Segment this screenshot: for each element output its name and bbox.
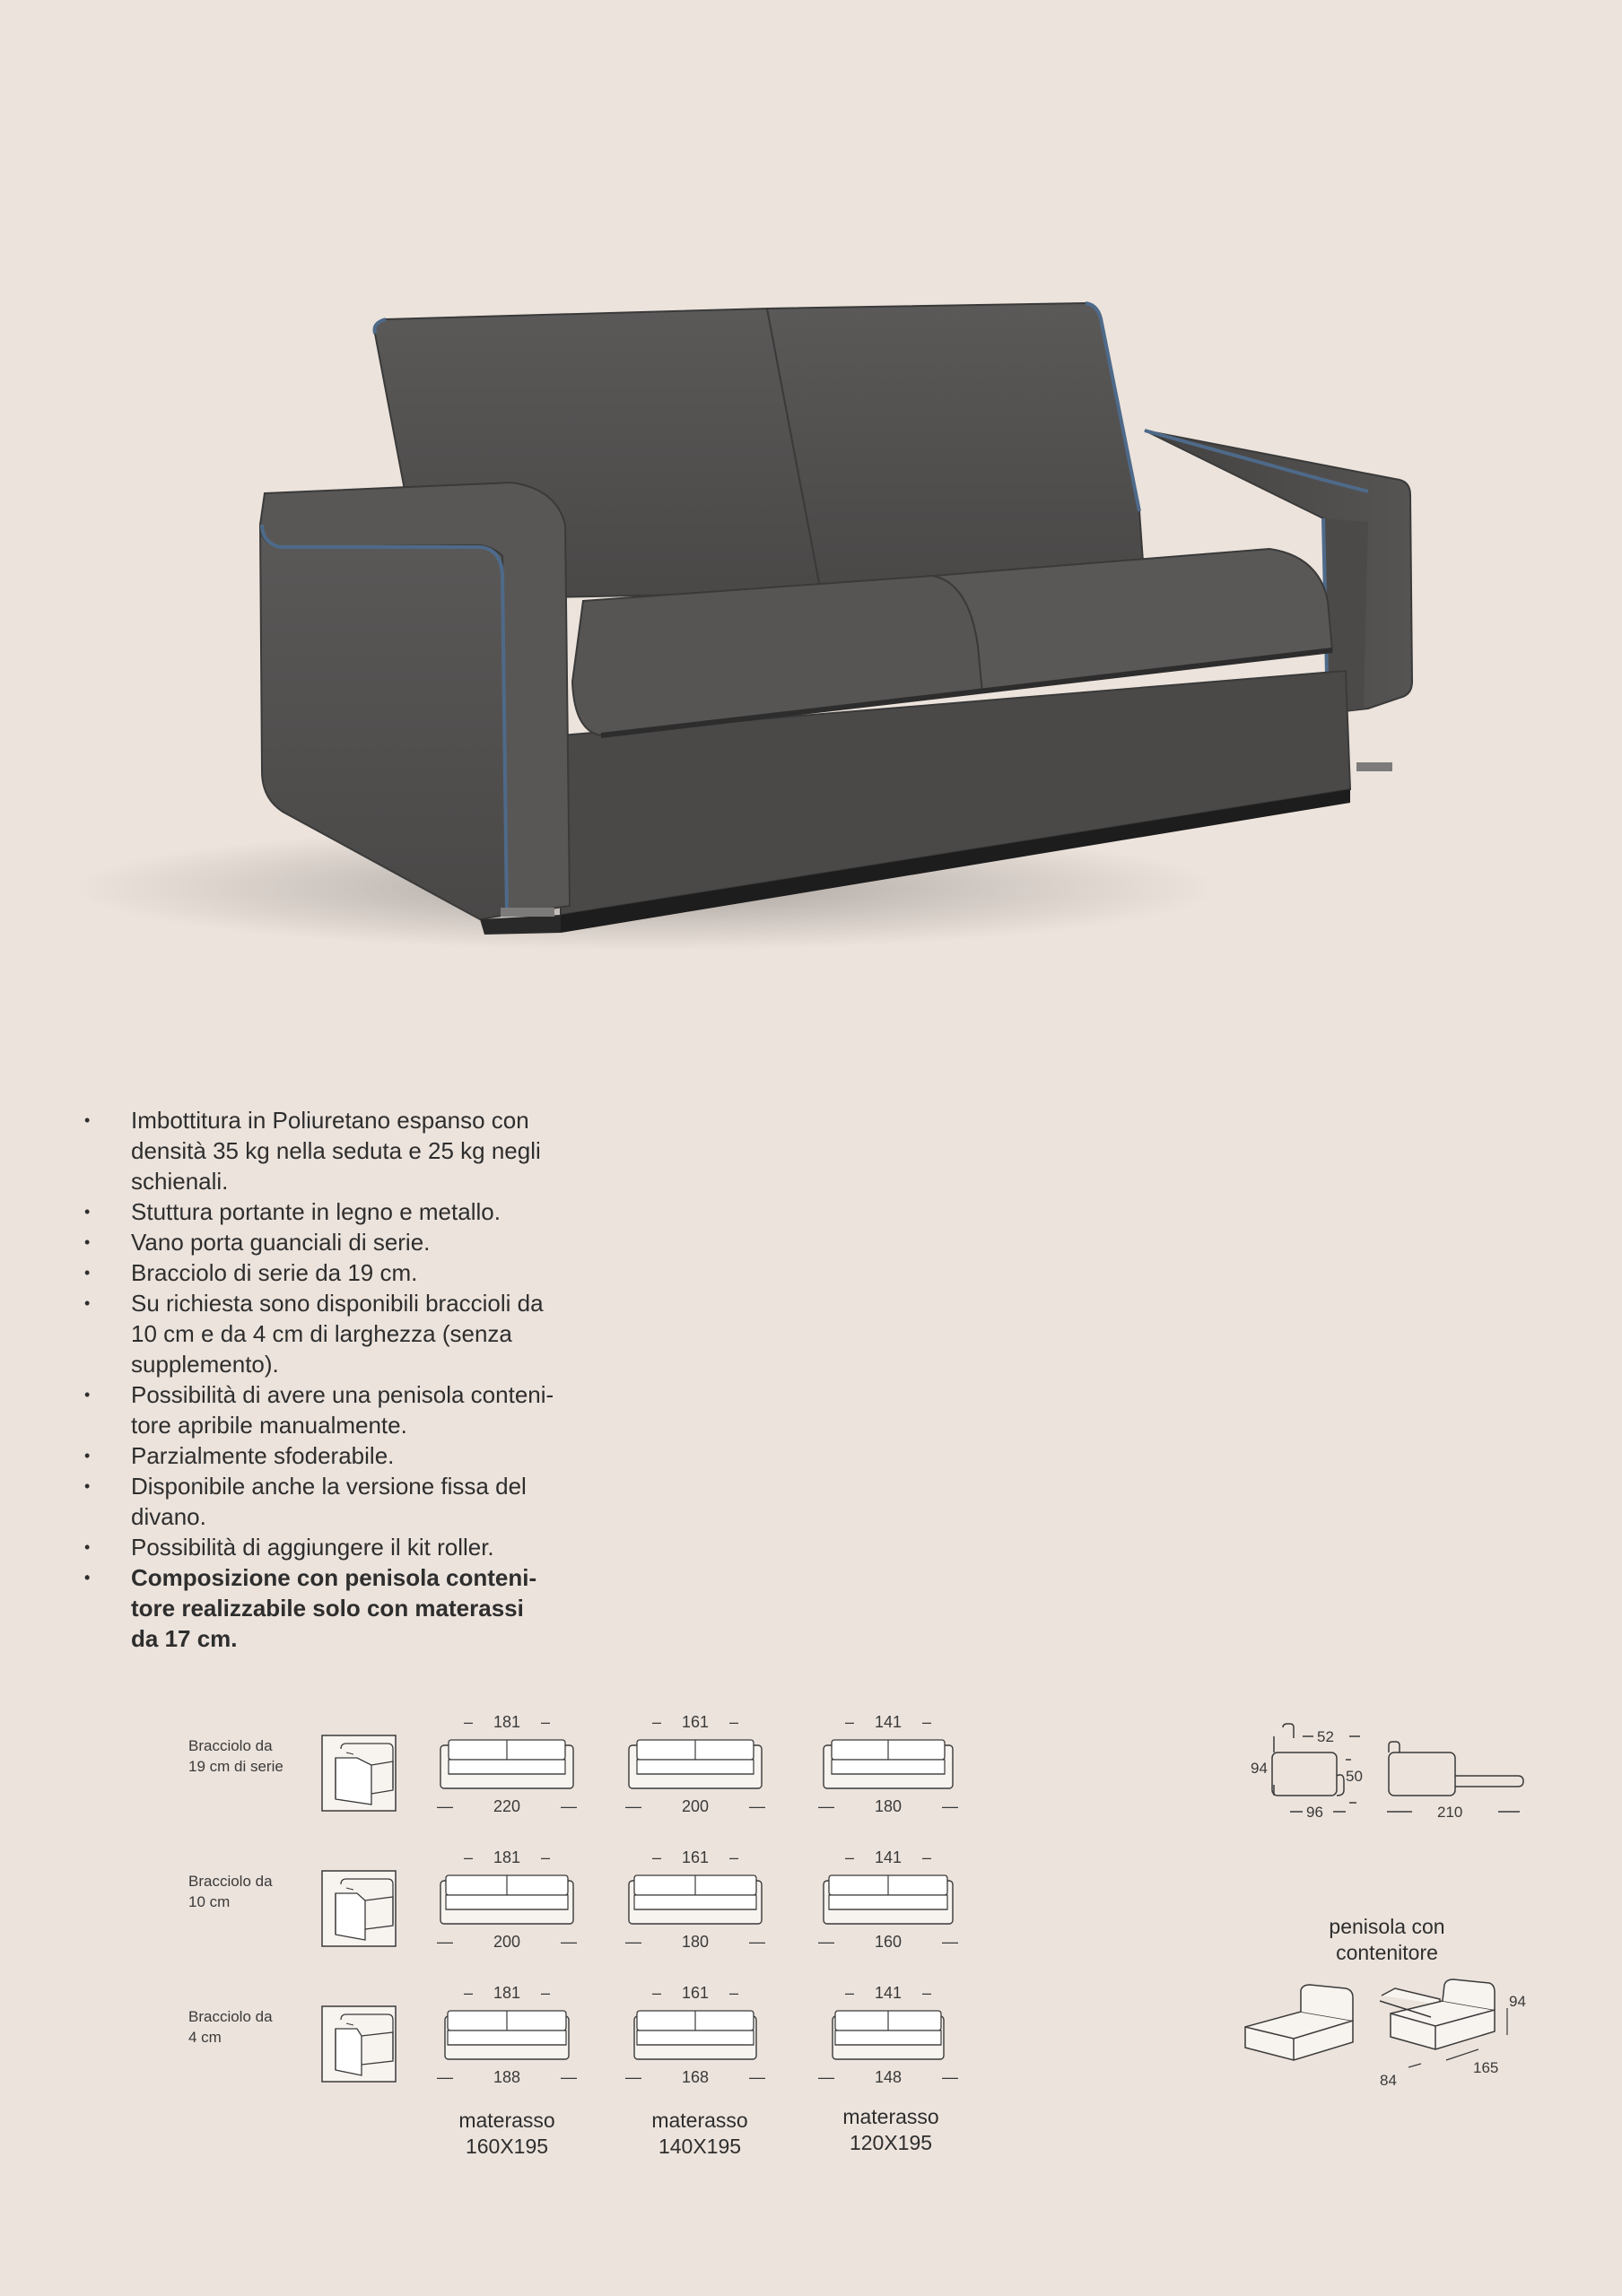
sofa-photo <box>72 287 1435 969</box>
dimension-bottom: — 180 — <box>624 1933 766 1951</box>
bullet-icon: • <box>84 1538 91 1556</box>
sofa-topview-icon <box>440 1738 574 1792</box>
dimension-top: – 181 – <box>463 1984 551 2002</box>
feature-item <box>81 1196 583 1227</box>
back-cushion-right <box>767 303 1144 592</box>
dimension-top: – 181 – <box>463 1713 551 1731</box>
dimension-value: 180 <box>681 1933 710 1951</box>
feature-item <box>81 1105 583 1196</box>
dimension-top: – 141 – <box>844 1848 932 1866</box>
feature-line: supplemento). <box>131 1351 279 1378</box>
feature-line: Stuttura portante in legno e metallo. <box>131 1198 501 1225</box>
feature-line: 10 cm e da 4 cm di larghezza (senza <box>131 1320 512 1347</box>
feature-line: divano. <box>131 1503 206 1530</box>
dimension-bottom: — 180 — <box>817 1797 959 1815</box>
dimension-top: – 141 – <box>844 1984 932 2002</box>
feature-item <box>81 1257 583 1288</box>
armrest-label-line: 4 cm <box>188 2029 222 2046</box>
mattress-label <box>417 2108 597 2160</box>
bullet-icon: • <box>84 1477 91 1495</box>
sofa-topview-icon <box>628 2009 763 2063</box>
side-section-diagram <box>1238 1722 1543 1830</box>
dimension-bottom: — 200 — <box>436 1933 578 1951</box>
dimension-value: 188 <box>493 2068 521 2086</box>
dim-height: 94 <box>1251 1760 1268 1777</box>
dimension-value: 168 <box>681 2068 710 2086</box>
mattress-size: 140X195 <box>658 2135 742 2158</box>
dimension-value: 141 <box>874 1984 903 2002</box>
dimension-value: 161 <box>681 1848 710 1866</box>
feature-line: Parzialmente sfoderabile. <box>131 1442 395 1469</box>
dimension-value: 161 <box>681 1984 710 2002</box>
dimension-value: 160 <box>874 1933 903 1951</box>
mattress-label <box>610 2108 789 2160</box>
dimension-value: 220 <box>493 1797 521 1815</box>
dimension-value: 181 <box>493 1984 521 2002</box>
feature-line: Possibilità di avere una penisola conteni- <box>131 1381 554 1408</box>
dimension-bottom: — 188 — <box>436 2068 578 2086</box>
feature-line: densità 35 kg nella seduta e 25 kg negli <box>131 1137 541 1164</box>
dimension-bottom: — 160 — <box>817 1933 959 1951</box>
dimension-value: 200 <box>493 1933 521 1951</box>
feature-list <box>81 1105 583 1654</box>
feature-line: Vano porta guanciali di serie. <box>131 1229 431 1256</box>
penisola-label-line: contenitore <box>1336 1941 1438 1964</box>
armrest-label-line: 10 cm <box>188 1893 231 1910</box>
penisola-height: 94 <box>1509 1993 1526 2010</box>
dimension-top: – 161 – <box>651 1713 739 1731</box>
feature-line: Possibilità di aggiungere il kit roller. <box>131 1534 494 1561</box>
armrest-label-line: Bracciolo da <box>188 1873 273 1890</box>
feature-item <box>81 1471 583 1532</box>
bullet-icon: • <box>84 1233 91 1251</box>
mattress-label-text: materasso <box>458 2109 555 2132</box>
sofa-topview-icon <box>821 1738 955 1792</box>
dimension-top: – 141 – <box>844 1713 932 1731</box>
dimension-value: 148 <box>874 2068 903 2086</box>
armrest-label <box>188 1871 314 1912</box>
penisola-label-line: penisola con <box>1329 1915 1445 1938</box>
dimension-bottom: — 220 — <box>436 1797 578 1815</box>
dim-seat-depth: 52 <box>1317 1728 1334 1745</box>
mattress-label-text: materasso <box>651 2109 748 2132</box>
feature-line: Su richiesta sono disponibili braccioli da <box>131 1290 544 1317</box>
feature-item <box>81 1440 583 1471</box>
mattress-label <box>801 2104 981 2156</box>
dimension-top: – 161 – <box>651 1984 739 2002</box>
sofa-topview-icon <box>440 1874 574 1927</box>
mattress-size: 160X195 <box>465 2135 549 2158</box>
dimension-value: 181 <box>493 1713 521 1731</box>
feature-item <box>81 1562 583 1654</box>
feature-line: tore apribile manualmente. <box>131 1412 407 1439</box>
mattress-label-text: materasso <box>842 2105 939 2128</box>
feature-line: da 17 cm. <box>131 1625 238 1652</box>
dimension-bottom: — 200 — <box>624 1797 766 1815</box>
armrest-icon <box>321 2005 397 2083</box>
dimension-bottom: — 148 — <box>817 2068 959 2086</box>
mattress-size: 120X195 <box>849 2131 933 2154</box>
dimension-bottom: — 168 — <box>624 2068 766 2086</box>
sofa-topview-icon <box>821 2009 955 2063</box>
penisola-diagram <box>1238 1978 1543 2094</box>
dimension-top: – 181 – <box>463 1848 551 1866</box>
feature-line: schienali. <box>131 1168 229 1195</box>
feature-line: Disponibile anche la versione fissa del <box>131 1473 527 1500</box>
bullet-icon: • <box>84 1447 91 1465</box>
bullet-icon: • <box>84 1203 91 1221</box>
sofa-topview-icon <box>628 1874 763 1927</box>
bullet-icon: • <box>84 1569 91 1587</box>
penisola-length: 165 <box>1473 2059 1499 2076</box>
penisola-label <box>1288 1914 1486 1966</box>
dim-seat-height: 50 <box>1346 1768 1363 1785</box>
armrest-icon <box>321 1735 397 1812</box>
penisola-open <box>1391 2001 1495 2049</box>
bullet-icon: • <box>84 1264 91 1282</box>
feature-line: tore realizzabile solo con materassi <box>131 1595 524 1622</box>
feature-line: Composizione con penisola conteni- <box>131 1564 537 1591</box>
sofa-topview-icon <box>440 2009 574 2063</box>
feature-item <box>81 1532 583 1562</box>
dim-open-depth: 210 <box>1437 1804 1463 1821</box>
armrest-label <box>188 1735 314 1777</box>
feature-item <box>81 1379 583 1440</box>
dimension-value: 200 <box>681 1797 710 1815</box>
dimension-value: 181 <box>493 1848 521 1866</box>
dimension-top: – 161 – <box>651 1848 739 1866</box>
bullet-icon: • <box>84 1111 91 1129</box>
dimension-value: 141 <box>874 1713 903 1731</box>
armrest-label-line: Bracciolo da <box>188 2008 273 2025</box>
dimension-value: 141 <box>874 1848 903 1866</box>
feature-item <box>81 1288 583 1379</box>
sofa-topview-icon <box>628 1738 763 1792</box>
dimension-value: 161 <box>681 1713 710 1731</box>
armrest-icon <box>321 1870 397 1947</box>
feature-line: Imbottitura in Poliuretano espanso con <box>131 1107 529 1134</box>
bullet-icon: • <box>84 1386 91 1404</box>
feature-item <box>81 1227 583 1257</box>
penisola-width: 84 <box>1380 2072 1397 2089</box>
armrest-label-line: 19 cm di serie <box>188 1758 283 1775</box>
feature-line: Bracciolo di serie da 19 cm. <box>131 1259 418 1286</box>
bullet-icon: • <box>84 1294 91 1312</box>
dimension-value: 180 <box>874 1797 903 1815</box>
armrest-label-line: Bracciolo da <box>188 1737 273 1754</box>
dim-depth: 96 <box>1306 1804 1323 1821</box>
sofa-topview-icon <box>821 1874 955 1927</box>
armrest-label <box>188 2006 314 2048</box>
